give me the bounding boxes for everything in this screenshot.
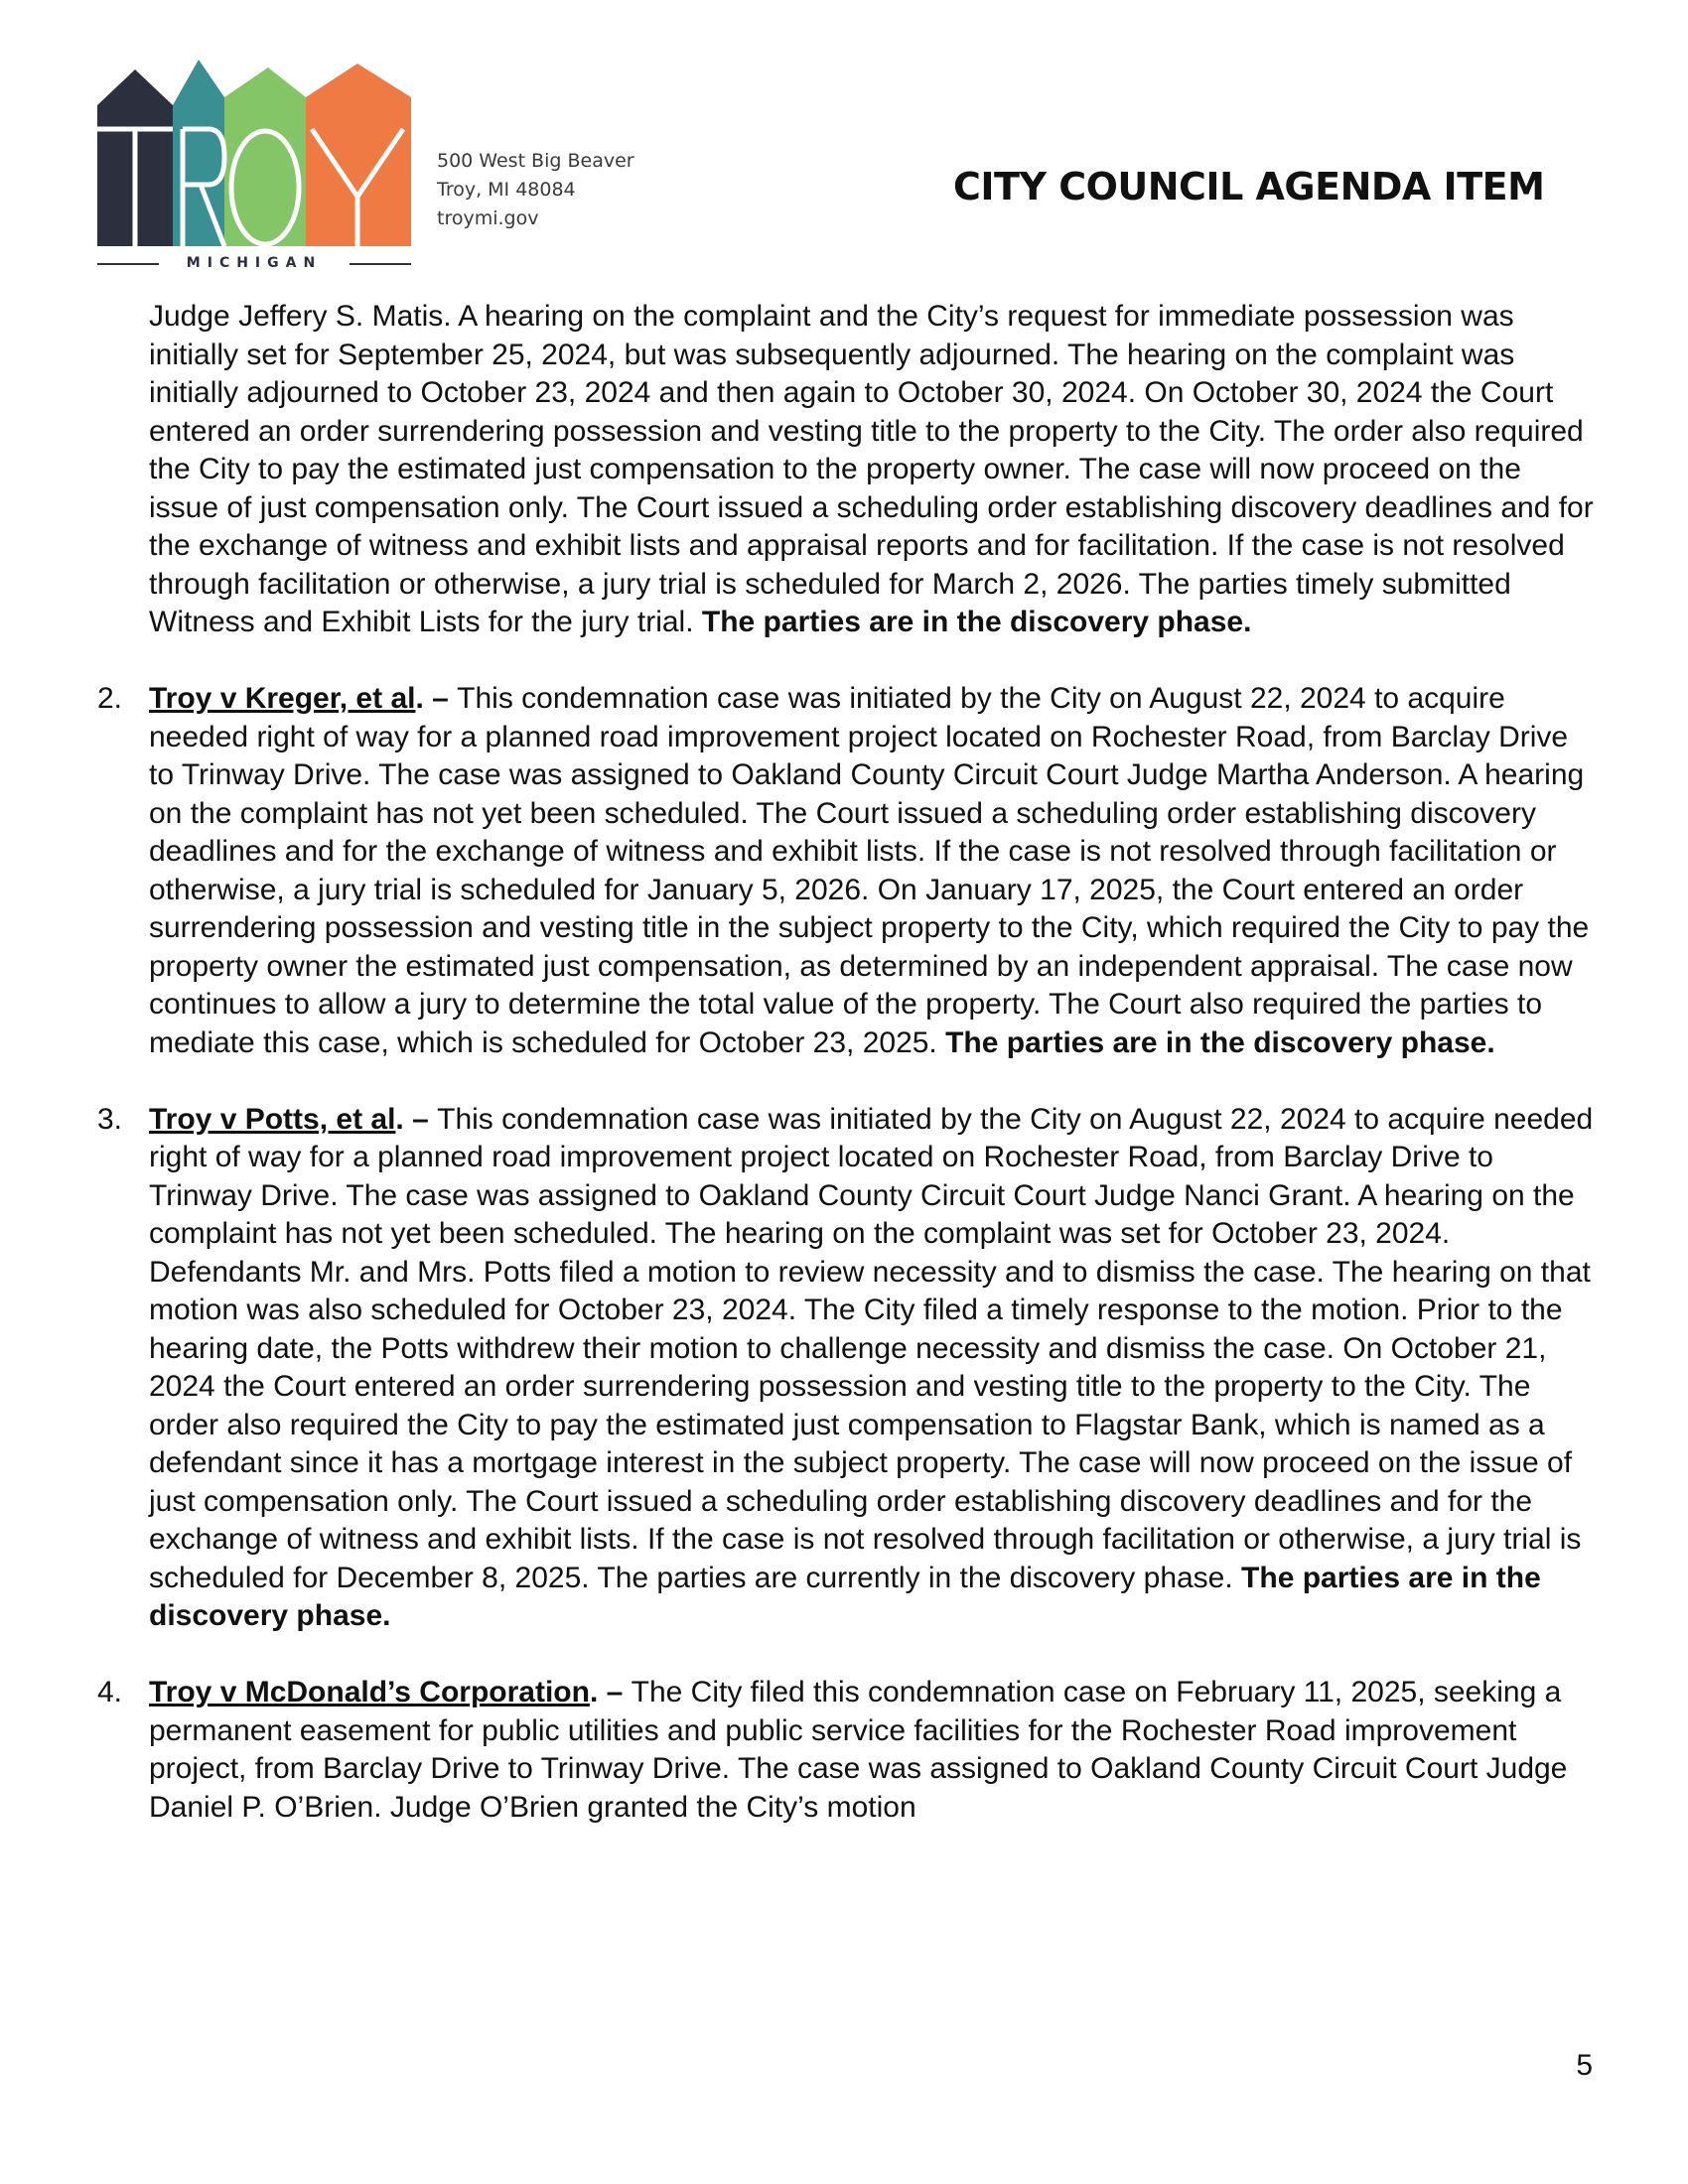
logo-michigan-row: [97, 254, 411, 272]
case-text: This condemnation case was initiated by the City on August 22, 2024 to acquire needed right of way for a planned road improvement project located on Rochester Road, from Barclay Drive to Trinway Drive. The case was assigned to Oakland County Circuit Court Judge Nanci Grant. A hearing on the complaint has not yet been scheduled. The hearing on the complaint was set for October 23, 2024. Defendants Mr. and Mrs. Potts filed a motion to review necessity and to dismiss the case. The hearing on that motion was also scheduled for October 23, 2024. The City filed a timely response to the motion. Prior to the hearing date, the Potts withdrew their motion to challenge necessity and dismiss the case. On October 21, 2024 the Court entered an order surrendering possession and vesting title to the property to the City. The order also required the City to pay the estimated just compensation to Flagstar Bank, which is named as a defendant since it has a mortgage interest in the subject property. The case will now proceed on the issue of just compensation only. The Court issued a scheduling order establishing discovery deadlines and for the exchange of witness and exhibit lists. If the case is not resolved through facilitation or otherwise, a jury trial is scheduled for December 8, 2025. The parties are currently in the discovery phase.: [149, 1102, 1594, 1594]
case-item-potts: [97, 1101, 1599, 1636]
case-text: This condemnation case was initiated by the City on August 22, 2024 to acquire needed right of way for a planned road improvement project located on Rochester Road, from Barclay Drive to Trinway Drive. The case was assigned to Oakland County Circuit Court Judge Martha Anderson. A hearing on the complaint has not yet been scheduled. The Court issued a scheduling order establishing discovery deadlines and for the exchange of witness and exhibit lists. If the case is not resolved through facilitation or otherwise, a jury trial is scheduled for January 5, 2026. On January 17, 2025, the Court entered an order surrendering possession and vesting title in the subject property to the City, which required the City to pay the property owner the estimated just compensation, as determined by an independent appraisal. The case now continues to allow a jury to determine the total value of the property. The Court also required the parties to mediate this case, which is scheduled for October 23, 2025.: [149, 682, 1590, 1059]
case-item-mcdonalds: [97, 1674, 1599, 1827]
document-body: [97, 298, 1599, 1827]
item-number: 3.: [97, 1102, 123, 1136]
troy-logo: [97, 58, 411, 272]
intro-paragraph: [149, 298, 1599, 642]
address-website: troymi.gov: [437, 207, 539, 229]
logo-divider-left: [97, 263, 159, 265]
case-item-kreger: [97, 680, 1599, 1062]
logo-divider-right: [350, 263, 411, 265]
case-text: The City filed this condemnation case on February 11, 2025, seeking a permanent easement for public utilities and public service facilities for the Rochester Road improvement project, from Barclay Drive to Trinway Drive. The case was assigned to Oakland County Circuit Court Judge Daniel P. O’Brien. Judge O’Brien granted the City’s motion: [149, 1676, 1568, 1824]
case-separator: . –: [395, 1102, 438, 1136]
intro-status: The parties are in the discovery phase.: [701, 606, 1252, 638]
case-separator: . –: [415, 682, 458, 715]
item-number: 2.: [97, 682, 123, 715]
case-name: Troy v Potts, et al: [149, 1102, 396, 1136]
page-title: CITY COUNCIL AGENDA ITEM: [953, 165, 1545, 208]
case-status: The parties are in the discovery phase.: [945, 1025, 1495, 1059]
item-number: 4.: [97, 1676, 123, 1708]
troy-logo-graphic: [97, 58, 411, 254]
intro-text: Judge Jeffery S. Matis. A hearing on the complaint and the City’s request for immediate possession was initially set for September 25, 2024, but was subsequently adjourned. The hearing on the complaint was initially adjourned to October 23, 2024 and then again to October 30, 2024. On October 30, 2024 the Court entered an order surrendering possession and vesting title to the property to the City. The order also required the City to pay the estimated just compensation to the property owner. The case will now proceed on the issue of just compensation only. The Court issued a scheduling order establishing discovery deadlines and for the exchange of witness and exhibit lists and appraisal reports and for facilitation. If the case is not resolved through facilitation or otherwise, a jury trial is scheduled for March 2, 2026. The parties timely submitted Witness and Exhibit Lists for the jury trial.: [149, 300, 1594, 638]
case-name: Troy v McDonald’s Corporation: [149, 1676, 590, 1708]
page-number: 5: [1576, 2049, 1593, 2082]
address-block: [437, 147, 634, 233]
address-street: 500 West Big Beaver: [437, 150, 634, 172]
logo-state-name: MICHIGAN: [186, 255, 323, 271]
address-city: Troy, MI 48084: [437, 179, 576, 201]
case-separator: . –: [589, 1676, 632, 1708]
case-name: Troy v Kreger, et al: [149, 682, 416, 715]
case-status: The parties are in the discovery phase.: [149, 1561, 1541, 1632]
